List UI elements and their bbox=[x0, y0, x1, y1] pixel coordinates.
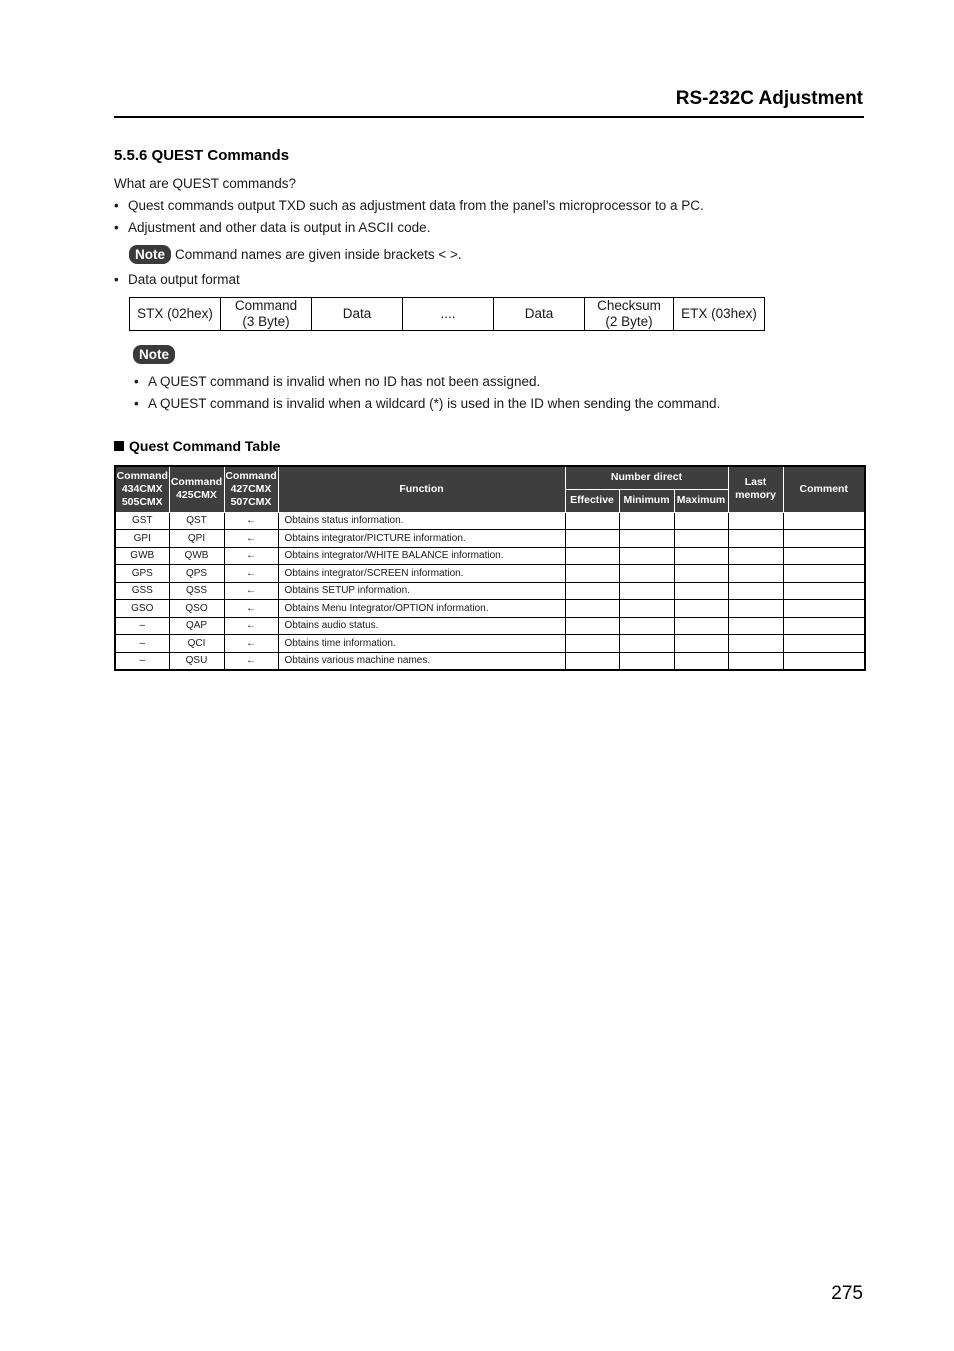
cell-comment bbox=[783, 582, 865, 600]
cell-command-427cmx: ← bbox=[224, 547, 278, 565]
cell-comment bbox=[783, 652, 865, 670]
cell-command-425cmx: QWB bbox=[169, 547, 224, 565]
cell-minimum bbox=[619, 600, 674, 618]
square-bullet-icon bbox=[114, 441, 124, 451]
cell-command-427cmx: ← bbox=[224, 635, 278, 653]
note-item-text: A QUEST command is invalid when a wildcard (*) is used in the ID when sending the command. bbox=[148, 396, 721, 411]
header-number-direct: Number direct bbox=[565, 466, 728, 489]
cell-comment bbox=[783, 547, 865, 565]
cell-effective bbox=[565, 582, 619, 600]
table-row bbox=[115, 617, 865, 635]
format-cell-etx: ETX (03hex) bbox=[674, 298, 765, 331]
cell-command-427cmx: ← bbox=[224, 565, 278, 583]
cell-comment bbox=[783, 600, 865, 618]
cell-command-427cmx: ← bbox=[224, 582, 278, 600]
note-text: Command names are given inside brackets < >. bbox=[175, 247, 462, 262]
cell-command-425cmx: QST bbox=[169, 512, 224, 530]
header-maximum: Maximum bbox=[674, 489, 728, 512]
cell-function: Obtains various machine names. bbox=[278, 652, 565, 670]
cell-command-434cmx: – bbox=[115, 635, 169, 653]
bullet-text: Adjustment and other data is output in ASCII code. bbox=[128, 220, 431, 235]
format-cell-ellipsis: .... bbox=[403, 298, 494, 331]
cell-command-427cmx: ← bbox=[224, 600, 278, 618]
cell-command-425cmx: QCI bbox=[169, 635, 224, 653]
cell-command-427cmx: ← bbox=[224, 530, 278, 548]
cell-command-434cmx: GPS bbox=[115, 565, 169, 583]
cell-function: Obtains status information. bbox=[278, 512, 565, 530]
bullet-item bbox=[114, 198, 704, 213]
page-number: 275 bbox=[831, 1283, 863, 1304]
cell-maximum bbox=[674, 617, 728, 635]
cell-command-434cmx: GSO bbox=[115, 600, 169, 618]
cell-command-434cmx: – bbox=[115, 652, 169, 670]
cell-minimum bbox=[619, 530, 674, 548]
note-line bbox=[129, 245, 462, 264]
cell-effective bbox=[565, 565, 619, 583]
note-item-text: A QUEST command is invalid when no ID has not been assigned. bbox=[148, 374, 541, 389]
table-row bbox=[115, 652, 865, 670]
format-cell-data: Data bbox=[312, 298, 403, 331]
cell-last-memory bbox=[728, 512, 783, 530]
cell-command-425cmx: QSU bbox=[169, 652, 224, 670]
bullet-dot: • bbox=[114, 272, 119, 287]
cell-command-427cmx: ← bbox=[224, 512, 278, 530]
cell-maximum bbox=[674, 600, 728, 618]
cell-comment bbox=[783, 512, 865, 530]
cell-effective bbox=[565, 652, 619, 670]
cell-command-425cmx: QPI bbox=[169, 530, 224, 548]
cell-command-434cmx: GST bbox=[115, 512, 169, 530]
table-heading: Quest Command Table bbox=[114, 438, 280, 454]
cell-minimum bbox=[619, 582, 674, 600]
cell-effective bbox=[565, 600, 619, 618]
table-row bbox=[115, 512, 865, 530]
bullet-text: Data output format bbox=[128, 272, 240, 287]
cell-command-434cmx: GWB bbox=[115, 547, 169, 565]
cell-function: Obtains Menu Integrator/OPTION information. bbox=[278, 600, 565, 618]
cell-minimum bbox=[619, 565, 674, 583]
cell-minimum bbox=[619, 547, 674, 565]
header-command-427cmx: Command 427CMX 507CMX bbox=[224, 466, 278, 512]
cell-last-memory bbox=[728, 652, 783, 670]
table-row bbox=[115, 582, 865, 600]
bullet-text: Quest commands output TXD such as adjustment data from the panel’s microprocessor to a PC. bbox=[128, 198, 704, 213]
table-row bbox=[115, 547, 865, 565]
bullet-dot: • bbox=[114, 220, 119, 235]
note-block bbox=[133, 345, 175, 364]
header-last-memory: Last memory bbox=[728, 466, 783, 512]
cell-maximum bbox=[674, 565, 728, 583]
cell-command-434cmx: GSS bbox=[115, 582, 169, 600]
cell-effective bbox=[565, 635, 619, 653]
cell-effective bbox=[565, 617, 619, 635]
format-cell-data: Data bbox=[494, 298, 585, 331]
cell-minimum bbox=[619, 617, 674, 635]
note-item bbox=[134, 374, 540, 389]
cell-function: Obtains audio status. bbox=[278, 617, 565, 635]
bullet-dot: • bbox=[134, 396, 139, 411]
cell-function: Obtains SETUP information. bbox=[278, 582, 565, 600]
data-output-format-table bbox=[129, 297, 765, 331]
cell-minimum bbox=[619, 635, 674, 653]
table-row bbox=[115, 635, 865, 653]
cell-command-434cmx: – bbox=[115, 617, 169, 635]
page-header-title: RS-232C Adjustment bbox=[675, 88, 863, 109]
section-title: 5.5.6 QUEST Commands bbox=[114, 147, 290, 164]
cell-command-427cmx: ← bbox=[224, 617, 278, 635]
header-rule bbox=[114, 116, 864, 118]
note-badge: Note bbox=[129, 245, 171, 264]
header-minimum: Minimum bbox=[619, 489, 674, 512]
cell-effective bbox=[565, 530, 619, 548]
header-comment: Comment bbox=[783, 466, 865, 512]
header-command-425cmx: Command 425CMX bbox=[169, 466, 224, 512]
bullet-dot: • bbox=[114, 198, 119, 213]
table-row bbox=[115, 600, 865, 618]
cell-minimum bbox=[619, 652, 674, 670]
format-cell-stx: STX (02hex) bbox=[130, 298, 221, 331]
table-row bbox=[115, 565, 865, 583]
cell-command-425cmx: QAP bbox=[169, 617, 224, 635]
cell-command-425cmx: QSS bbox=[169, 582, 224, 600]
quest-command-table bbox=[114, 465, 866, 671]
cell-last-memory bbox=[728, 600, 783, 618]
cell-effective bbox=[565, 512, 619, 530]
note-badge: Note bbox=[133, 345, 175, 364]
cell-last-memory bbox=[728, 547, 783, 565]
cell-maximum bbox=[674, 635, 728, 653]
cell-last-memory bbox=[728, 635, 783, 653]
header-function: Function bbox=[278, 466, 565, 512]
cell-last-memory bbox=[728, 582, 783, 600]
cell-last-memory bbox=[728, 530, 783, 548]
cell-function: Obtains integrator/PICTURE information. bbox=[278, 530, 565, 548]
bullet-dot: • bbox=[134, 374, 139, 389]
note-item bbox=[134, 396, 720, 411]
cell-command-434cmx: GPI bbox=[115, 530, 169, 548]
bullet-item bbox=[114, 220, 430, 235]
table-row bbox=[115, 530, 865, 548]
cell-maximum bbox=[674, 652, 728, 670]
bullet-item bbox=[114, 272, 240, 287]
cell-comment bbox=[783, 617, 865, 635]
cell-comment bbox=[783, 635, 865, 653]
cell-comment bbox=[783, 565, 865, 583]
cell-effective bbox=[565, 547, 619, 565]
cell-minimum bbox=[619, 512, 674, 530]
cell-last-memory bbox=[728, 565, 783, 583]
cell-maximum bbox=[674, 512, 728, 530]
cell-last-memory bbox=[728, 617, 783, 635]
cell-command-427cmx: ← bbox=[224, 652, 278, 670]
cell-function: Obtains integrator/WHITE BALANCE information. bbox=[278, 547, 565, 565]
cell-command-425cmx: QPS bbox=[169, 565, 224, 583]
intro-text: What are QUEST commands? bbox=[114, 176, 297, 191]
cell-maximum bbox=[674, 582, 728, 600]
header-command-434cmx: Command 434CMX 505CMX bbox=[115, 466, 169, 512]
cell-comment bbox=[783, 530, 865, 548]
format-cell-checksum: Checksum (2 Byte) bbox=[585, 298, 674, 331]
cell-maximum bbox=[674, 547, 728, 565]
format-cell-command: Command (3 Byte) bbox=[221, 298, 312, 331]
header-effective: Effective bbox=[565, 489, 619, 512]
cell-function: Obtains time information. bbox=[278, 635, 565, 653]
cell-function: Obtains integrator/SCREEN information. bbox=[278, 565, 565, 583]
cell-command-425cmx: QSO bbox=[169, 600, 224, 618]
cell-maximum bbox=[674, 530, 728, 548]
